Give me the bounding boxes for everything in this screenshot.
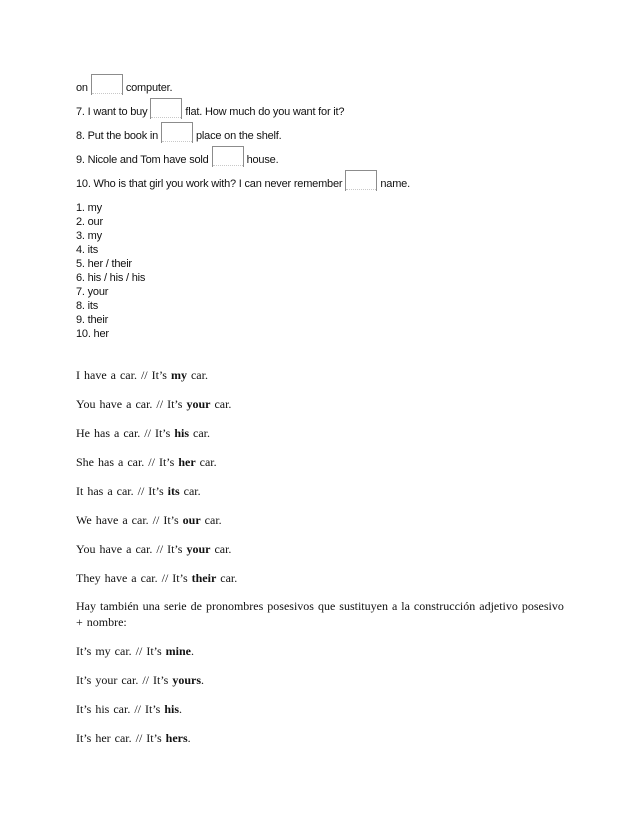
example-text: It’s my car. // It’s (76, 644, 166, 658)
grammar-example (76, 512, 222, 528)
answer-blank[interactable] (212, 146, 244, 167)
example-text: You have a car. // It’s (76, 397, 187, 411)
example-text: . (201, 673, 204, 687)
exercise-text-after: flat. How much do you want for it? (185, 106, 345, 118)
example-text: She has a car. // It’s (76, 455, 179, 469)
exercise-text-after: computer. (125, 82, 173, 94)
possessive-adjective: your (186, 542, 211, 556)
example-text: It’s his car. // It’s (76, 702, 165, 716)
possessive-adjective: my (170, 368, 187, 382)
possessive-adjective: her (178, 455, 196, 469)
answer-item: 7. your (76, 286, 109, 298)
exercise-text-after: place on the shelf. (196, 130, 282, 142)
exercise-text-after: name. (380, 178, 410, 190)
grammar-example (76, 367, 208, 383)
grammar-example (76, 541, 231, 557)
answer-item: 6. his / his / his (76, 272, 146, 284)
example-text: car. (210, 542, 232, 556)
example-text: It has a car. // It’s (76, 484, 168, 498)
exercise-text-before: 7. I want to buy (76, 106, 148, 118)
grammar-example (76, 396, 231, 412)
exercise-line-7 (76, 98, 344, 119)
example-text: It’s your car. // It’s (76, 673, 173, 687)
exercise-line-10 (76, 170, 410, 191)
answer-blank[interactable] (150, 98, 182, 119)
grammar-example (76, 570, 237, 586)
example-text: car. (200, 513, 222, 527)
example-text: car. (186, 368, 208, 382)
answer-item: 8. its (76, 300, 99, 312)
example-text: . (187, 731, 191, 745)
pronoun-example (76, 643, 194, 659)
answer-blank[interactable] (161, 122, 193, 143)
possessive-adjective: their (191, 571, 217, 585)
grammar-example (76, 425, 210, 441)
example-text: car. (216, 571, 238, 585)
example-text: car. (179, 484, 201, 498)
example-text: I have a car. // It’s (76, 368, 171, 382)
exercise-text-before: 10. Who is that girl you work with? I can never remember (76, 178, 343, 190)
example-text: car. (189, 426, 210, 440)
exercise-line-6 (76, 74, 172, 95)
exercise-text-after: house. (246, 154, 279, 166)
exercise-text-before: 9. Nicole and Tom have sold (76, 154, 209, 166)
answer-item: 10. her (76, 328, 109, 340)
pronoun-example (76, 730, 191, 746)
answer-item: 4. its (76, 244, 99, 256)
possessive-adjective: your (186, 397, 211, 411)
example-text: It’s her car. // It’s (76, 731, 166, 745)
example-text: . (179, 702, 183, 716)
answer-item: 9. their (76, 314, 109, 326)
possessive-adjective: its (167, 484, 180, 498)
exercise-text-before: 8. Put the book in (76, 130, 159, 142)
possessive-pronoun: his (164, 702, 180, 716)
grammar-example (76, 483, 201, 499)
example-text: He has a car. // It’s (76, 426, 175, 440)
answer-item: 5. her / their (76, 258, 132, 270)
possessive-adjective: his (174, 426, 189, 440)
possessive-pronoun: mine (165, 644, 191, 658)
pronoun-example (76, 672, 204, 688)
answer-item: 2. our (76, 216, 103, 228)
answer-item: 3. my (76, 230, 102, 242)
possessive-adjective: our (182, 513, 201, 527)
exercise-text-before: on (76, 82, 88, 94)
answer-blank[interactable] (91, 74, 123, 95)
example-text: car. (210, 397, 232, 411)
answer-blank[interactable] (345, 170, 377, 191)
intro-paragraph-line (76, 598, 564, 614)
example-text: You have a car. // It’s (76, 542, 187, 556)
pronoun-example (76, 701, 182, 717)
example-text: We have a car. // It’s (76, 513, 183, 527)
intro-paragraph-line (76, 614, 127, 630)
possessive-pronoun: yours (172, 673, 201, 687)
exercise-line-8 (76, 122, 282, 143)
answer-key (76, 201, 145, 341)
example-text: They have a car. // It’s (76, 571, 192, 585)
example-text: . (191, 644, 194, 658)
possessive-pronoun: hers (165, 731, 188, 745)
intro-text: + nombre: (76, 615, 127, 629)
intro-text: Hay también una serie de pronombres posesivos que sustituyen a la construcción adjetivo posesivo (76, 599, 564, 613)
answer-item: 1. my (76, 202, 102, 214)
grammar-example (76, 454, 217, 470)
example-text: car. (195, 455, 217, 469)
exercise-line-9 (76, 146, 278, 167)
